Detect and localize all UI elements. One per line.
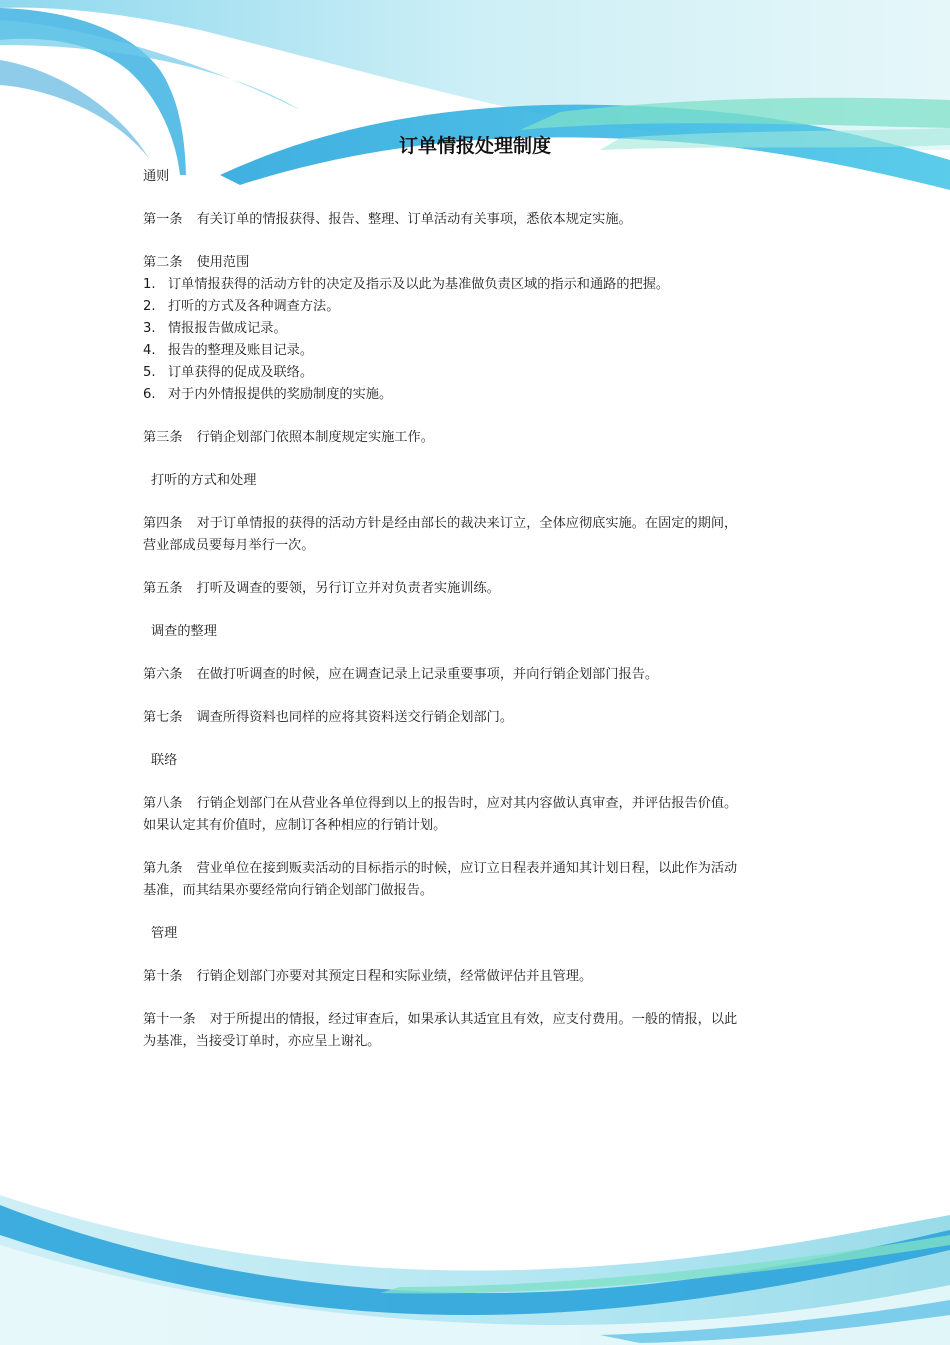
article-text: 行销企划部门亦要对其预定日程和实际业绩，经常做评估并且管理。	[196, 969, 593, 984]
article-5	[143, 578, 748, 600]
article-number: 第三条	[143, 430, 183, 445]
article-10	[143, 966, 748, 988]
document-title: 订单情报处理制度	[398, 134, 551, 157]
article-text: 调查所得资料也同样的应将其资料送交行销企划部门。	[196, 710, 514, 725]
article-2	[143, 252, 748, 274]
list-item	[143, 362, 748, 384]
article-8	[143, 793, 748, 837]
list-item	[143, 274, 748, 296]
list-text: 报告的整理及账目记录。	[168, 343, 314, 358]
document-body	[143, 166, 748, 1053]
list-item	[143, 318, 748, 340]
bottom-wave-decoration	[0, 1175, 950, 1345]
article-text: 对于订单情报的获得的活动方针是经由部长的裁决来订立，全体应彻底实施。在固定的期间，营业部成员要每月举行一次。	[143, 516, 738, 553]
article-text: 在做打听调查的时候，应在调查记录上记录重要事项，并向行销企划部门报告。	[196, 667, 659, 682]
list-item	[143, 384, 748, 406]
article-1	[143, 209, 748, 231]
article-4	[143, 513, 748, 557]
article-text: 行销企划部门在从营业各单位得到以上的报告时，应对其内容做认真审查，并评估报告价值。如果认定其有价值时，应制订各种相应的行销计划。	[143, 796, 738, 833]
list-number: 3.	[143, 321, 156, 336]
list-number: 6.	[143, 387, 156, 402]
article-3	[143, 427, 748, 449]
list-text: 对于内外情报提供的奖励制度的实施。	[168, 387, 393, 402]
article-number: 第十一条	[143, 1012, 196, 1027]
article-6	[143, 664, 748, 686]
article-text: 行销企划部门依照本制度规定实施工作。	[196, 430, 434, 445]
article-number: 第九条	[143, 861, 183, 876]
list-text: 情报报告做成记录。	[168, 321, 287, 336]
list-text: 订单获得的促成及联络。	[168, 365, 314, 380]
list-number: 2.	[143, 299, 156, 314]
article-11	[143, 1009, 748, 1053]
list-item	[143, 296, 748, 318]
section-liaison: 联络	[151, 753, 178, 768]
article-text: 有关订单的情报获得、报告、整理、订单活动有关事项，悉依本规定实施。	[196, 212, 632, 227]
article-number: 第十条	[143, 969, 183, 984]
article-9	[143, 858, 748, 902]
section-general: 通则	[143, 169, 170, 184]
list-text: 订单情报获得的活动方针的决定及指示及以此为基准做负责区域的指示和通路的把握。	[168, 277, 670, 292]
list-item	[143, 340, 748, 362]
list-number: 5.	[143, 365, 156, 380]
article-number: 第一条	[143, 212, 183, 227]
article-number: 第七条	[143, 710, 183, 725]
section-inquiry: 打听的方式和处理	[151, 473, 257, 488]
article-text: 对于所提出的情报，经过审查后，如果承认其适宜且有效，应支付费用。一般的情报，以此为基准，当接受订单时，亦应呈上谢礼。	[143, 1012, 738, 1049]
scope-list	[143, 274, 748, 406]
list-number: 4.	[143, 343, 156, 358]
article-text: 打听及调查的要领，另行订立并对负责者实施训练。	[196, 581, 500, 596]
section-survey: 调查的整理	[151, 624, 217, 639]
article-number: 第八条	[143, 796, 183, 811]
article-text: 营业单位在接到贩卖活动的目标指示的时候，应订立日程表并通知其计划日程，以此作为活动基准，而其结果亦要经常向行销企划部门做报告。	[143, 861, 738, 898]
section-management: 管理	[151, 926, 178, 941]
list-number: 1.	[143, 277, 156, 292]
list-text: 打听的方式及各种调查方法。	[168, 299, 340, 314]
article-text: 使用范围	[196, 255, 250, 270]
article-number: 第四条	[143, 516, 183, 531]
article-7	[143, 707, 748, 729]
article-number: 第二条	[143, 255, 183, 270]
article-number: 第五条	[143, 581, 183, 596]
article-number: 第六条	[143, 667, 183, 682]
